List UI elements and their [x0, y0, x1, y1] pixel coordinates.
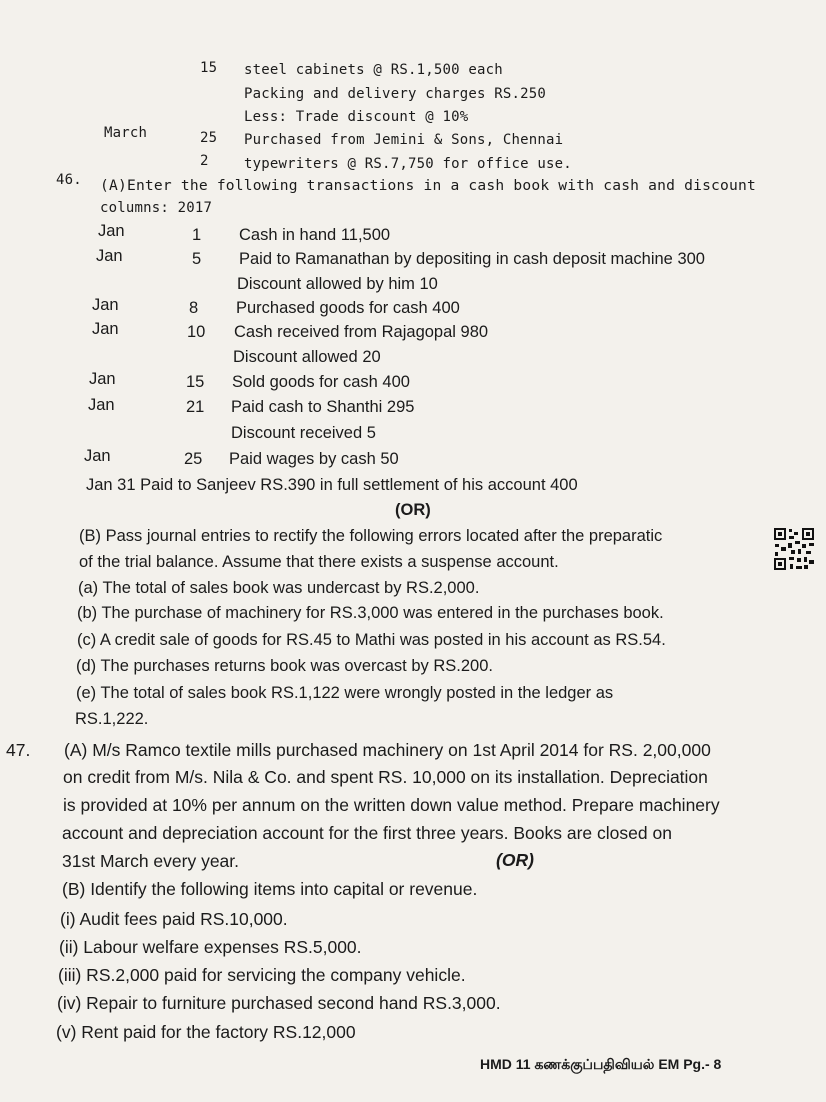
txn-text: Discount received 5: [231, 424, 376, 442]
subject-name: கணக்குப்பதிவியல்: [534, 1056, 655, 1072]
txn-text: Discount allowed by him 10: [237, 275, 438, 293]
medium: EM: [658, 1056, 680, 1072]
error-item: (b) The purchase of machinery for RS.3,000 was entered in the purchases book.: [77, 604, 664, 622]
q47-a-line: (A) M/s Ramco textile mills purchased machinery on 1st April 2014 for RS. 2,00,000: [64, 740, 711, 760]
q46-a-intro: columns: 2017: [100, 200, 213, 216]
txn-month: Jan: [84, 447, 111, 465]
capital-revenue-item: (v) Rent paid for the factory RS.12,000: [56, 1022, 356, 1042]
txn-month: Jan: [92, 296, 119, 314]
q46-a-intro: (A)Enter the following transactions in a cash book with cash and discount: [100, 177, 756, 194]
txn-day: 8: [189, 299, 199, 317]
question-number: 47.: [6, 740, 31, 760]
txn-month: Jan: [88, 396, 115, 414]
q45-line: typewriters @ RS.7,750 for office use.: [244, 156, 572, 172]
q47-b-intro: (B) Identify the following items into capital or revenue.: [62, 879, 478, 899]
q45-line: steel cabinets @ RS.1,500 each: [244, 62, 503, 78]
txn-text: Paid to Ramanathan by depositing in cash deposit machine 300: [239, 250, 705, 268]
q45-day: 25: [200, 130, 218, 146]
capital-revenue-item: (iii) RS.2,000 paid for servicing the company vehicle.: [58, 965, 466, 985]
capital-revenue-item: (ii) Labour welfare expenses RS.5,000.: [59, 937, 362, 957]
txn-last-row: Jan 31 Paid to Sanjeev RS.390 in full settlement of his account 400: [86, 476, 578, 494]
q47-a-line: 31st March every year.: [62, 851, 240, 871]
txn-day: 25: [184, 450, 203, 468]
txn-month: Jan: [89, 370, 116, 388]
q46-b-intro: of the trial balance. Assume that there exists a suspense account.: [79, 553, 559, 571]
paper-code: HMD 11: [480, 1056, 531, 1072]
txn-month: Jan: [96, 247, 123, 265]
question-number: 46.: [56, 172, 82, 188]
capital-revenue-item: (i) Audit fees paid RS.10,000.: [60, 909, 288, 929]
or-separator: (OR): [395, 501, 431, 519]
q47-a-line: is provided at 10% per annum on the written down value method. Prepare machinery: [63, 795, 720, 815]
q47-a-line: account and depreciation account for the first three years. Books are closed on: [62, 823, 672, 843]
txn-text: Paid cash to Shanthi 295: [231, 398, 415, 416]
q45-day: 2: [200, 153, 209, 169]
error-item: RS.1,222.: [75, 710, 149, 728]
q47-a-line: on credit from M/s. Nila & Co. and spent RS. 10,000 on its installation. Depreciation: [63, 767, 708, 787]
page-number: Pg.- 8: [683, 1056, 722, 1072]
txn-text: Paid wages by cash 50: [229, 450, 399, 468]
capital-revenue-item: (iv) Repair to furniture purchased second hand RS.3,000.: [57, 993, 501, 1013]
q45-month: March: [104, 125, 148, 141]
error-item: (a) The total of sales book was undercast by RS.2,000.: [78, 579, 480, 597]
error-item: (d) The purchases returns book was overcast by RS.200.: [76, 657, 493, 675]
q45-line: Packing and delivery charges RS.250: [244, 86, 547, 102]
txn-text: Purchased goods for cash 400: [236, 299, 460, 317]
txn-text: Discount allowed 20: [233, 348, 381, 366]
txn-day: 15: [186, 373, 205, 391]
q45-line: Less: Trade discount @ 10%: [244, 109, 469, 125]
qr-code-icon: [773, 527, 815, 571]
q45-day: 15: [200, 60, 218, 76]
page-footer: [480, 1056, 721, 1075]
q45-line: Purchased from Jemini & Sons, Chennai: [244, 132, 564, 148]
error-item: (e) The total of sales book RS.1,122 were wrongly posted in the ledger as: [76, 684, 614, 702]
txn-day: 1: [192, 226, 202, 244]
txn-text: Cash in hand 11,500: [239, 226, 391, 244]
q46-b-intro: (B) Pass journal entries to rectify the following errors located after the preparatic: [79, 527, 663, 545]
txn-month: Jan: [98, 222, 125, 240]
txn-text: Sold goods for cash 400: [232, 373, 410, 391]
error-item: (c) A credit sale of goods for RS.45 to Mathi was posted in his account as RS.54.: [77, 631, 666, 649]
txn-day: 21: [186, 398, 205, 416]
txn-month: Jan: [92, 320, 119, 338]
txn-day: 5: [192, 250, 202, 268]
txn-day: 10: [187, 323, 206, 341]
txn-text: Cash received from Rajagopal 980: [234, 323, 489, 341]
or-separator: (OR): [496, 850, 534, 870]
